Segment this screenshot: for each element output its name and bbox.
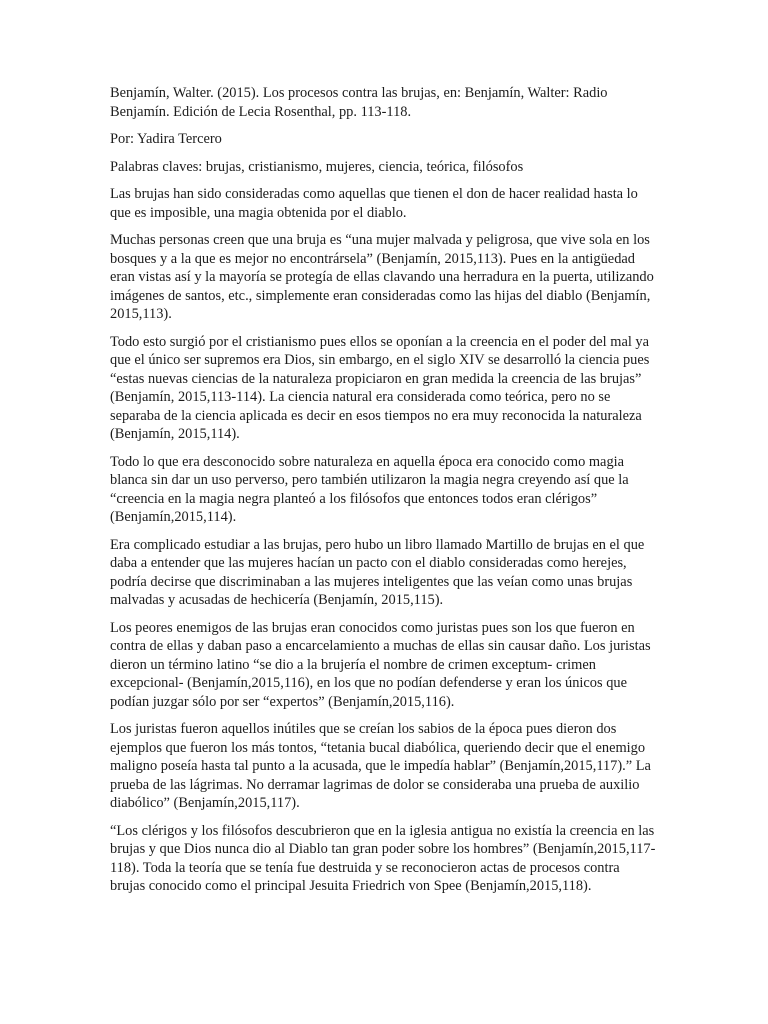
paragraph: Todo esto surgió por el cristianismo pues ellos se oponían a la creencia en el poder del mal ya que el único ser supremos era Dios, sin embargo, en el siglo XIV se desarrolló la ciencia pues “estas nuevas ciencias de la naturaleza propiciaron en gran medida la creencia de las brujas” (Benjamín, 2015,113-114). La ciencia natural era considerada como teórica, pero no se separaba de la ciencia aplicada es decir en esos tiempos no era muy reconocida la naturaleza (Benjamín, 2015,114). (110, 333, 650, 442)
keywords-line: Palabras claves: brujas, cristianismo, mujeres, ciencia, teórica, filósofos (110, 158, 524, 175)
author-line: Por: Yadira Tercero (110, 131, 222, 147)
paragraph: Los juristas fueron aquellos inútiles que se creían los sabios de la época pues dieron dos ejemplos que fueron los más tontos, “tetania bucal diabólica, queriendo decir que el enemigo maligno poseía hasta tal punto a la acusada, que le impedía hablar” (Benjamín,2015,117).” La prueba de las lágrimas. No derramar lagrimas de dolor se consideraba una prueba de auxilio diabólico” (Benjamín,2015,117). (110, 721, 651, 811)
reference-citation: Benjamín, Walter. (2015). Los procesos contra las brujas, en: Benjamín, Walter: Radio Benjamín. Edición de Lecia Rosenthal, pp. 113-118. (110, 85, 608, 120)
paragraph: Era complicado estudiar a las brujas, pero hubo un libro llamado Martillo de brujas en el que daba a entender que las mujeres hacían un pacto con el diablo consideradas como herejes, podría decirse que discriminaban a las mujeres inteligentes que las veían como unas brujas malvadas y acusadas de hechicería (Benjamín, 2015,115). (110, 536, 645, 608)
paragraph: Todo lo que era desconocido sobre naturaleza en aquella época era conocido como magia blanca sin dar un uso perverso, pero también utilizaron la magia negra creyendo así que la “creencia en la magia negra planteó a los filósofos que entonces todos eran clérigos” (Benjamín,2015,114). (110, 453, 629, 525)
paragraph: “Los clérigos y los filósofos descubrieron que en la iglesia antigua no existía la creencia en las brujas y que Dios nunca dio al Diablo tan gran poder sobre los hombres” (Benjamín,2015,117-118). Toda la teoría que se tenía fue destruida y se reconocieron actas de procesos contra brujas conocido como el principal Jesuita Friedrich von Spee (Benjamín,2015,118). (110, 822, 656, 894)
paragraph: Muchas personas creen que una bruja es “una mujer malvada y peligrosa, que vive sola en los bosques y a la que es mejor no encontrársela” (Benjamín, 2015,113). Pues en la antigüedad eran vistas así y la mayoría se protegía de ellas clavando una herradura en la puerta, utilizando imágenes de santos, etc., simplemente eran consideradas como las hijas del diablo (Benjamín, 2015,113). (110, 232, 654, 322)
paragraph: Los peores enemigos de las brujas eran conocidos como juristas pues son los que fueron en contra de ellas y daban paso a encarcelamiento a muchas de ellas sin causar daño. Los juristas dieron un término latino “se dio a la brujería el nombre de crimen exceptum- crimen excepcional- (Benjamín,2015,116), en los que no podían defenderse y eran los únicos que podían juzgar sólo por ser “expertos” (Benjamín,2015,116). (110, 619, 651, 710)
document-body (110, 84, 658, 905)
paragraph: Las brujas han sido consideradas como aquellas que tienen el don de hacer realidad hasta lo que es imposible, una magia obtenida por el diablo. (110, 186, 638, 221)
